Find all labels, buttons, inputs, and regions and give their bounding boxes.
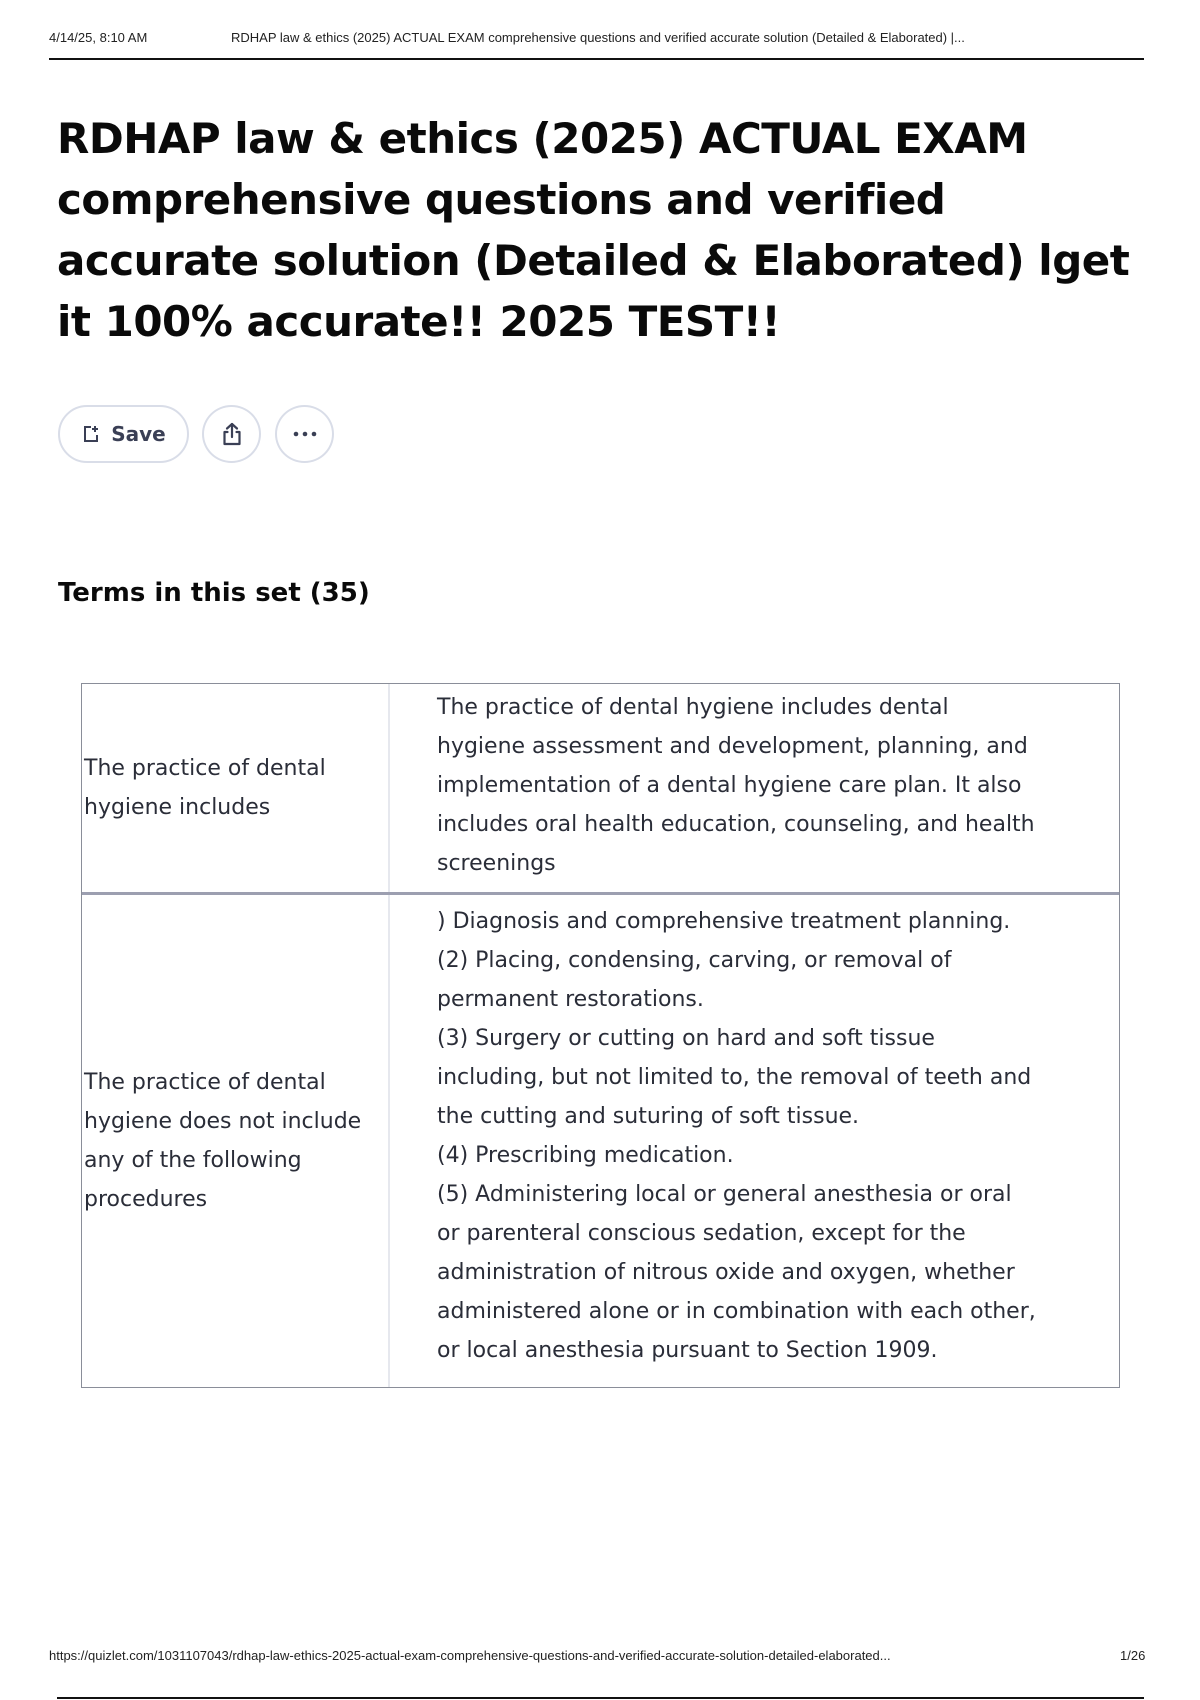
- share-icon: [218, 420, 246, 448]
- page-title: RDHAP law & ethics (2025) ACTUAL EXAM comprehensive questions and verified accurate solution (Detailed & Elaborated) lget it 100% accurate!! 2025 TEST!!: [57, 114, 1130, 346]
- save-button[interactable]: [58, 405, 189, 463]
- print-title: RDHAP law & ethics (2025) ACTUAL EXAM comprehensive questions and verified accurate solution (Detailed & Elaborated) |...: [231, 30, 965, 45]
- term-text: The practice of dental hygiene does not include any of the following procedures: [82, 895, 390, 1387]
- terms-heading: Terms in this set (35): [58, 578, 370, 608]
- term-row: [82, 892, 1119, 1387]
- definition-text: ) Diagnosis and comprehensive treatment planning. (2) Placing, condensing, carving, or removal of permanent restorations. (3) Surgery or cutting on hard and soft tissue including, but not limited to, the removal of teeth and the cutting and suturing of soft tissue. (4) Prescribing medication. (5) Administering local or general anesthesia or oral or parenteral conscious sedation, except for the administration of nitrous oxide and oxygen, whether administered alone or in combination with each other, or local anesthesia pursuant to Section 1909.: [437, 909, 1036, 1363]
- terms-table: [81, 683, 1120, 1388]
- more-options-icon: [291, 430, 319, 438]
- footer-url: https://quizlet.com/1031107043/rdhap-law-ethics-2025-actual-exam-comprehensive-questions-and-verified-accurate-solution-detailed-elaborated...: [49, 1648, 891, 1663]
- bookmark-add-icon: [81, 424, 101, 444]
- page-number: 1/26: [1120, 1648, 1146, 1663]
- print-header: [49, 30, 1144, 60]
- print-date: 4/14/25, 8:10 AM: [49, 30, 148, 45]
- term-text: The practice of dental hygiene includes: [82, 684, 390, 892]
- footer-divider: [57, 1697, 1144, 1699]
- term-row: [82, 684, 1119, 892]
- save-button-label: Save: [111, 422, 166, 446]
- more-options-button[interactable]: [275, 405, 334, 463]
- definition-text: The practice of dental hygiene includes dental hygiene assessment and development, planning, and implementation of a dental hygiene care plan. It also includes oral health education, counseling, and health screenings: [437, 695, 1035, 876]
- share-button[interactable]: [202, 405, 261, 463]
